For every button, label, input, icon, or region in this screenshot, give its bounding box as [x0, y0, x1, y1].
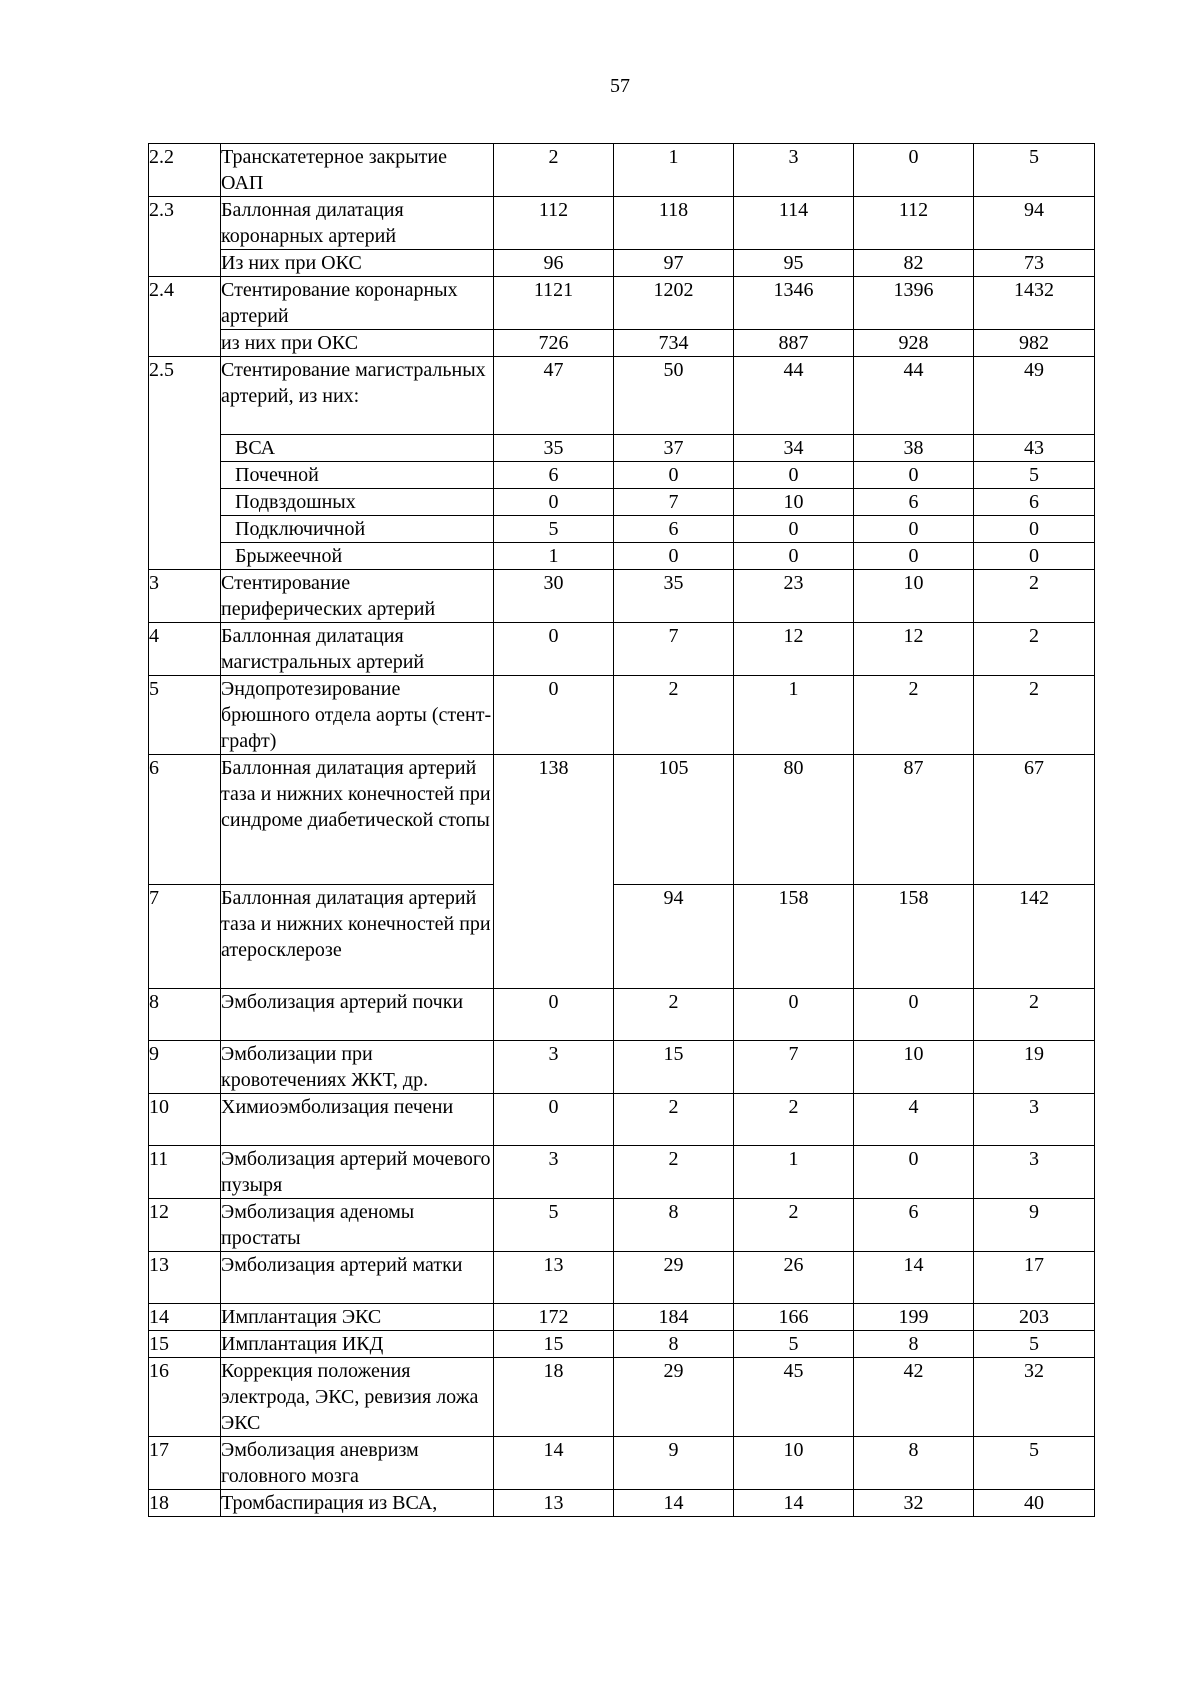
row-number: 6	[149, 755, 221, 885]
value-cell: 2	[974, 623, 1095, 676]
table-row	[149, 1437, 1095, 1490]
row-number: 7	[149, 885, 221, 989]
value-cell: 734	[614, 330, 734, 357]
value-cell: 14	[734, 1490, 854, 1517]
value-cell: 199	[854, 1304, 974, 1331]
table-row	[149, 277, 1095, 330]
value-cell: 43	[974, 435, 1095, 462]
value-cell: 0	[974, 516, 1095, 543]
value-cell: 0	[494, 676, 614, 755]
value-cell: 38	[854, 435, 974, 462]
table-row	[149, 1331, 1095, 1358]
value-cell: 112	[494, 197, 614, 250]
value-cell: 887	[734, 330, 854, 357]
procedure-name: Эмболизации при кровотечениях ЖКТ, др.	[221, 1041, 494, 1094]
value-cell: 5	[494, 1199, 614, 1252]
row-number: 12	[149, 1199, 221, 1252]
value-cell: 6	[974, 489, 1095, 516]
value-cell: 2	[854, 676, 974, 755]
row-number: 15	[149, 1331, 221, 1358]
value-cell: 1396	[854, 277, 974, 330]
value-cell: 45	[734, 1358, 854, 1437]
value-cell: 1	[734, 1146, 854, 1199]
procedure-name: Баллонная дилатация артерий таза и нижних конечностей при синдроме диабетической стопы	[221, 755, 494, 885]
value-cell: 5	[974, 144, 1095, 197]
table-row	[149, 435, 1095, 462]
row-number: 16	[149, 1358, 221, 1437]
value-cell: 2	[614, 1094, 734, 1146]
row-number: 5	[149, 676, 221, 755]
value-cell: 2	[974, 570, 1095, 623]
table-row	[149, 1094, 1095, 1146]
value-cell: 40	[974, 1490, 1095, 1517]
value-cell: 7	[734, 1041, 854, 1094]
value-cell: 166	[734, 1304, 854, 1331]
value-cell: 30	[494, 570, 614, 623]
value-cell: 0	[734, 462, 854, 489]
value-cell: 6	[854, 489, 974, 516]
value-cell: 2	[734, 1199, 854, 1252]
procedure-name: Баллонная дилатация коронарных артерий	[221, 197, 494, 250]
value-cell: 2	[614, 989, 734, 1041]
value-cell: 10	[854, 570, 974, 623]
value-cell: 3	[974, 1146, 1095, 1199]
value-cell: 203	[974, 1304, 1095, 1331]
value-cell: 5	[734, 1331, 854, 1358]
value-cell: 13	[494, 1490, 614, 1517]
value-cell: 3	[734, 144, 854, 197]
procedure-name: Подвздошных	[221, 489, 494, 516]
table-row	[149, 1490, 1095, 1517]
row-number: 2.2	[149, 144, 221, 197]
row-number: 2.4	[149, 277, 221, 357]
row-number: 9	[149, 1041, 221, 1094]
procedure-name: Стентирование периферических артерий	[221, 570, 494, 623]
procedure-name: Брыжеечной	[221, 543, 494, 570]
value-cell: 73	[974, 250, 1095, 277]
procedure-name: Эмболизация артерий мочевого пузыря	[221, 1146, 494, 1199]
value-cell: 10	[854, 1041, 974, 1094]
row-number: 17	[149, 1437, 221, 1490]
table-row	[149, 250, 1095, 277]
value-cell: 142	[974, 885, 1095, 989]
row-number: 8	[149, 989, 221, 1041]
value-cell: 1121	[494, 277, 614, 330]
value-cell: 12	[854, 623, 974, 676]
value-cell: 4	[854, 1094, 974, 1146]
value-cell: 97	[614, 250, 734, 277]
value-cell: 2	[614, 676, 734, 755]
value-cell: 19	[974, 1041, 1095, 1094]
value-cell: 0	[854, 1146, 974, 1199]
procedure-name: Коррекция положения электрода, ЭКС, ревизия ложа ЭКС	[221, 1358, 494, 1437]
row-number: 14	[149, 1304, 221, 1331]
value-cell: 6	[614, 516, 734, 543]
value-cell: 1	[614, 144, 734, 197]
value-cell: 34	[734, 435, 854, 462]
procedure-name: Имплантация ЭКС	[221, 1304, 494, 1331]
value-cell: 118	[614, 197, 734, 250]
value-cell: 35	[494, 435, 614, 462]
value-cell: 9	[614, 1437, 734, 1490]
row-number: 11	[149, 1146, 221, 1199]
value-cell: 14	[854, 1252, 974, 1304]
value-cell: 5	[974, 462, 1095, 489]
procedure-name: Транскатетерное закрытие ОАП	[221, 144, 494, 197]
row-number: 4	[149, 623, 221, 676]
table-row	[149, 1304, 1095, 1331]
value-cell: 44	[854, 357, 974, 435]
value-cell: 0	[734, 516, 854, 543]
value-cell: 1432	[974, 277, 1095, 330]
value-cell: 82	[854, 250, 974, 277]
value-cell: 47	[494, 357, 614, 435]
value-cell: 0	[734, 989, 854, 1041]
value-cell: 3	[974, 1094, 1095, 1146]
procedure-name: Баллонная дилатация артерий таза и нижних конечностей при атеросклерозе	[221, 885, 494, 989]
value-cell: 67	[974, 755, 1095, 885]
procedure-name: Подключичной	[221, 516, 494, 543]
value-cell: 0	[854, 516, 974, 543]
procedure-name: Эмболизация аневризм головного мозга	[221, 1437, 494, 1490]
value-cell: 29	[614, 1252, 734, 1304]
value-cell: 94	[974, 197, 1095, 250]
row-number: 2.3	[149, 197, 221, 277]
value-cell: 95	[734, 250, 854, 277]
table-row	[149, 989, 1095, 1041]
value-cell: 2	[974, 676, 1095, 755]
value-cell: 9	[974, 1199, 1095, 1252]
value-cell: 96	[494, 250, 614, 277]
value-cell: 44	[734, 357, 854, 435]
value-cell: 112	[854, 197, 974, 250]
table-row	[149, 144, 1095, 197]
value-cell: 13	[494, 1252, 614, 1304]
row-number: 18	[149, 1490, 221, 1517]
procedure-name: Химиоэмболизация печени	[221, 1094, 494, 1146]
value-cell: 32	[854, 1490, 974, 1517]
value-cell: 94	[614, 885, 734, 989]
value-cell: 2	[734, 1094, 854, 1146]
value-cell: 15	[494, 1331, 614, 1358]
value-cell: 8	[854, 1437, 974, 1490]
procedure-name: Эмболизация артерий почки	[221, 989, 494, 1041]
table-row	[149, 1358, 1095, 1437]
table-row	[149, 357, 1095, 435]
procedures-table	[148, 143, 1095, 1517]
value-cell: 0	[854, 144, 974, 197]
value-cell: 1346	[734, 277, 854, 330]
table-row	[149, 1199, 1095, 1252]
value-cell: 32	[974, 1358, 1095, 1437]
value-cell: 80	[734, 755, 854, 885]
value-cell: 5	[494, 516, 614, 543]
value-cell: 158	[734, 885, 854, 989]
value-cell: 0	[614, 543, 734, 570]
value-cell: 928	[854, 330, 974, 357]
procedure-name: Тромбаспирация из ВСА,	[221, 1490, 494, 1517]
value-cell: 2	[614, 1146, 734, 1199]
value-cell: 0	[854, 462, 974, 489]
value-cell: 0	[974, 543, 1095, 570]
value-cell: 35	[614, 570, 734, 623]
value-cell: 158	[854, 885, 974, 989]
table-row	[149, 1146, 1095, 1199]
value-cell: 0	[494, 1094, 614, 1146]
value-cell: 17	[974, 1252, 1095, 1304]
value-cell: 29	[614, 1358, 734, 1437]
value-cell: 1202	[614, 277, 734, 330]
table-row	[149, 543, 1095, 570]
value-cell: 26	[734, 1252, 854, 1304]
procedure-name: Стентирование магистральных артерий, из них:	[221, 357, 494, 435]
value-cell: 10	[734, 1437, 854, 1490]
value-cell: 0	[494, 623, 614, 676]
procedure-name: Эндопротезирование брюшного отдела аорты (стент-графт)	[221, 676, 494, 755]
table-row	[149, 623, 1095, 676]
value-cell: 6	[494, 462, 614, 489]
value-cell: 7	[614, 623, 734, 676]
table-row	[149, 676, 1095, 755]
value-cell: 15	[614, 1041, 734, 1094]
value-cell: 3	[494, 1041, 614, 1094]
value-cell: 14	[494, 1437, 614, 1490]
value-cell: 184	[614, 1304, 734, 1331]
table-row	[149, 570, 1095, 623]
row-number: 10	[149, 1094, 221, 1146]
value-cell: 0	[614, 462, 734, 489]
procedure-name: Почечной	[221, 462, 494, 489]
value-cell: 49	[974, 357, 1095, 435]
value-cell: 0	[494, 489, 614, 516]
value-cell: 6	[854, 1199, 974, 1252]
value-cell: 37	[614, 435, 734, 462]
value-cell: 0	[734, 543, 854, 570]
value-cell: 8	[614, 1199, 734, 1252]
value-cell: 726	[494, 330, 614, 357]
value-cell: 2	[974, 989, 1095, 1041]
table-row	[149, 1252, 1095, 1304]
value-cell: 50	[614, 357, 734, 435]
value-cell: 0	[854, 989, 974, 1041]
value-cell: 172	[494, 1304, 614, 1331]
procedure-name: ВСА	[221, 435, 494, 462]
procedure-name: Эмболизация артерий матки	[221, 1252, 494, 1304]
value-cell: 138	[494, 755, 614, 989]
value-cell: 23	[734, 570, 854, 623]
row-number: 2.5	[149, 357, 221, 570]
procedure-name: Эмболизация аденомы простаты	[221, 1199, 494, 1252]
value-cell: 5	[974, 1331, 1095, 1358]
value-cell: 12	[734, 623, 854, 676]
table-row	[149, 197, 1095, 250]
value-cell: 8	[854, 1331, 974, 1358]
table-row	[149, 462, 1095, 489]
table-row	[149, 516, 1095, 543]
value-cell: 14	[614, 1490, 734, 1517]
table-row	[149, 1041, 1095, 1094]
value-cell: 2	[494, 144, 614, 197]
value-cell: 114	[734, 197, 854, 250]
value-cell: 1	[494, 543, 614, 570]
value-cell: 87	[854, 755, 974, 885]
value-cell: 1	[734, 676, 854, 755]
page-number: 57	[610, 75, 630, 97]
procedure-name: Из них при ОКС	[221, 250, 494, 277]
table-row	[149, 755, 1095, 885]
procedure-name: Стентирование коронарных артерий	[221, 277, 494, 330]
value-cell: 3	[494, 1146, 614, 1199]
value-cell: 8	[614, 1331, 734, 1358]
row-number: 13	[149, 1252, 221, 1304]
value-cell: 18	[494, 1358, 614, 1437]
value-cell: 5	[974, 1437, 1095, 1490]
value-cell: 105	[614, 755, 734, 885]
value-cell: 982	[974, 330, 1095, 357]
procedure-name: из них при ОКС	[221, 330, 494, 357]
table-row	[149, 489, 1095, 516]
value-cell: 42	[854, 1358, 974, 1437]
row-number: 3	[149, 570, 221, 623]
value-cell: 7	[614, 489, 734, 516]
table-row	[149, 885, 1095, 989]
procedure-name: Баллонная дилатация магистральных артерий	[221, 623, 494, 676]
value-cell: 0	[854, 543, 974, 570]
table-row	[149, 330, 1095, 357]
value-cell: 10	[734, 489, 854, 516]
value-cell: 0	[494, 989, 614, 1041]
procedure-name: Имплантация ИКД	[221, 1331, 494, 1358]
